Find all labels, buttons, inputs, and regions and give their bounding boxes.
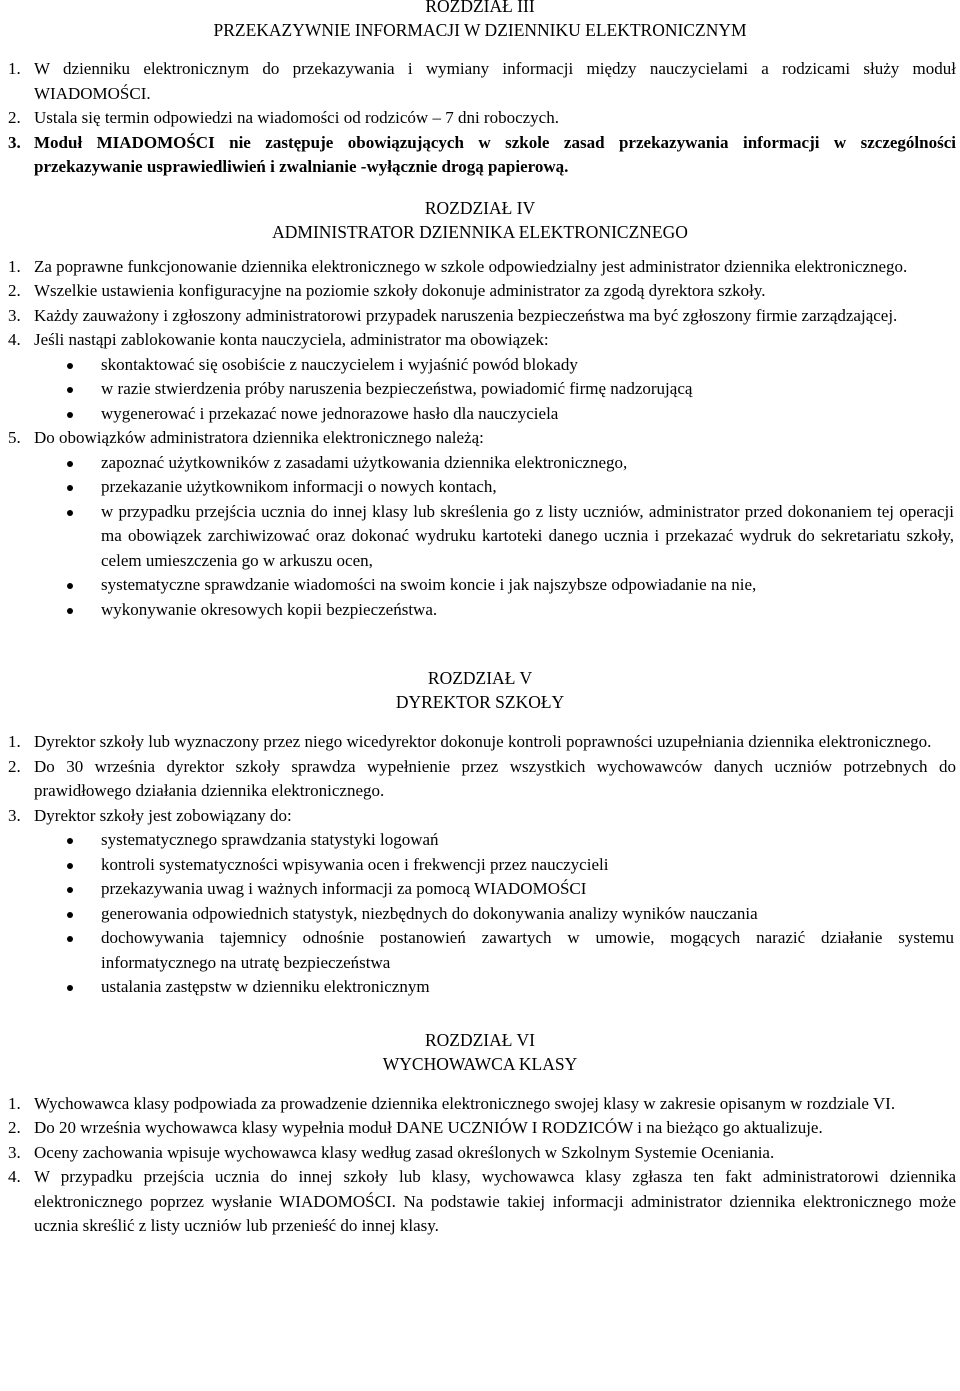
list-item (0, 500, 960, 574)
item-number: 3. (8, 805, 21, 825)
list-item (0, 902, 960, 927)
item-number: 1. (8, 1093, 21, 1113)
item-number: 5. (8, 428, 21, 447)
chapter-3-subtitle: PRZEKAZYWNIE INFORMACJI W DZIENNIKU ELEKTRONICZNYM (213, 20, 747, 40)
list-item (0, 377, 960, 402)
item-number: 2. (8, 108, 21, 127)
list-item (0, 475, 960, 500)
chapter-6-item-2 (0, 1116, 960, 1141)
list-item (0, 926, 960, 975)
item-number: 1. (8, 256, 21, 276)
item-text: Jeśli nastąpi zablokowanie konta nauczyciela, administrator ma obowiązek: (34, 330, 549, 349)
list-item-text: systematycznego sprawdzania statystyki logowań (101, 830, 439, 849)
chapter-4-item-2 (0, 279, 960, 304)
chapter-4-item-4 (0, 328, 960, 353)
chapter-4 (0, 196, 960, 623)
item-text: Dyrektor szkoły lub wyznaczony przez niego wicedyrektor dokonuje kontroli poprawności uzupełniania dziennika elektronicznego. (34, 732, 932, 751)
chapter-4-subtitle: ADMINISTRATOR DZIENNIKA ELEKTRONICZNEGO (272, 221, 688, 242)
list-item-text: ustalania zastępstw w dzienniku elektronicznym (101, 977, 430, 996)
bullet-icon (67, 461, 73, 467)
chapter-4-item-5 (0, 426, 960, 451)
list-item-text: przekazanie użytkownikom informacji o nowych kontach, (101, 477, 497, 496)
list-item-text: przekazywania uwag i ważnych informacji za pomocą WIADOMOŚCI (101, 879, 587, 898)
item-text: W przypadku przejścia ucznia do innej szkoły lub klasy, wychowawca klasy zgłasza ten fakt administratorowi dziennika elektronicznego poprzez wysłanie WIADOMOŚCI. Na podstawie takiej informacji administrator dziennika elektronicznego może ucznia skreślić z listy uczniów lub przenieść do innej klasy. (34, 1167, 956, 1235)
chapter-4-title: ROZDZIAŁ IV (424, 197, 536, 218)
chapter-3 (0, 0, 960, 180)
chapter-4-item-4-bullets (0, 353, 960, 427)
chapter-4-item-1 (0, 255, 960, 280)
bullet-icon (67, 583, 73, 589)
chapter-6-item-4 (0, 1165, 960, 1239)
bullet-icon (67, 608, 73, 614)
item-number: 2. (8, 281, 21, 300)
item-text: Każdy zauważony i zgłoszony administratorowi przypadek naruszenia bezpieczeństwa ma być zgłoszony firmie zarządzającej. (34, 305, 898, 325)
list-item-text: systematyczne sprawdzanie wiadomości na swoim koncie i jak najszybsze odpowiadanie na nie, (101, 575, 757, 594)
bullet-icon (67, 863, 73, 869)
item-text: Ustala się termin odpowiedzi na wiadomości od rodziców – 7 dni roboczych. (34, 108, 559, 127)
chapter-4-item-5-bullets (0, 451, 960, 623)
bullet-icon (67, 485, 73, 491)
chapter-6-item-3 (0, 1141, 960, 1166)
item-number: 4. (8, 330, 21, 349)
list-item-text: wykonywanie okresowych kopii bezpieczeństwa. (101, 599, 438, 619)
list-item-text: dochowywania tajemnicy odnośnie postanowień zawartych w umowie, mogących narazić działanie systemu informatycznego na utratę bezpieczeństwa (101, 928, 954, 972)
chapter-6-subtitle: WYCHOWAWCA KLASY (382, 1053, 578, 1074)
list-item-text: w razie stwierdzenia próby naruszenia bezpieczeństwa, powiadomić firmę nadzorującą (101, 379, 693, 398)
bullet-icon (67, 412, 73, 418)
item-text: Dyrektor szkoły jest zobowiązany do: (34, 805, 292, 825)
list-item (0, 451, 960, 476)
list-item (0, 877, 960, 902)
chapter-4-item-3 (0, 304, 960, 329)
chapter-6-item-1 (0, 1092, 960, 1117)
list-item (0, 853, 960, 878)
chapter-5 (0, 666, 960, 1000)
chapter-5-item-3 (0, 804, 960, 829)
item-number: 3. (8, 132, 21, 152)
bullet-icon (67, 985, 73, 991)
item-text: Do 20 września wychowawca klasy wypełnia moduł DANE UCZNIÓW I RODZICÓW i na bieżąco go aktualizuje. (34, 1118, 823, 1137)
item-text: Moduł MIADOMOŚCI nie zastępuje obowiązujących w szkole zasad przekazywania informacji w szczególności przekazywanie usprawiedliwień i zwalnianie -wyłącznie drogą papierową. (34, 132, 956, 176)
list-item (0, 598, 960, 623)
list-item (0, 975, 960, 1000)
bullet-icon (67, 387, 73, 393)
list-item (0, 573, 960, 598)
bullet-icon (67, 936, 73, 942)
list-item-text: w przypadku przejścia ucznia do innej klasy lub skreślenia go z listy uczniów, administrator przed dokonaniem tej operacji ma obowiązek zarchiwizować oraz dokonać wydruku kartoteki danego ucznia i przekazać wydruk do sekretariatu szkoły, celem umieszczenia go w arkuszu ocen, (101, 501, 954, 570)
item-number: 3. (8, 305, 21, 325)
item-number: 4. (8, 1167, 21, 1186)
chapter-5-subtitle: DYREKTOR SZKOŁY (395, 692, 565, 712)
list-item (0, 828, 960, 853)
list-item-text: generowania odpowiednich statystyk, niezbędnych do dokonywania analizy wyników nauczania (101, 903, 758, 923)
item-text: W dzienniku elektronicznym do przekazywania i wymiany informacji między nauczycielami a rodzicami służy moduł WIADOMOŚCI. (34, 59, 956, 103)
item-number: 1. (8, 732, 21, 751)
item-number: 3. (8, 1142, 21, 1162)
bullet-icon (67, 912, 73, 918)
list-item (0, 353, 960, 378)
chapter-6-title: ROZDZIAŁ VI (424, 1029, 535, 1050)
chapter-3-title: ROZDZIAŁ III (425, 0, 535, 16)
item-text: Do 30 września dyrektor szkoły sprawdza wypełnienie przez wszystkich wychowawców danych uczniów potrzebnych do prawidłowego działania dziennika elektronicznego. (34, 756, 956, 800)
bullet-icon (67, 838, 73, 844)
chapter-6 (0, 1028, 960, 1239)
list-item-text: wygenerować i przekazać nowe jednorazowe hasło dla nauczyciela (101, 403, 559, 423)
chapter-5-item-2 (0, 755, 960, 804)
list-item-text: zapoznać użytkowników z zasadami użytkowania dziennika elektronicznego, (101, 452, 628, 472)
bullet-icon (67, 887, 73, 893)
chapter-5-item-1 (0, 730, 960, 755)
item-number: 1. (8, 59, 21, 78)
item-text: Za poprawne funkcjonowanie dziennika elektronicznego w szkole odpowiedzialny jest administrator dziennika elektronicznego. (34, 256, 908, 276)
bullet-icon (67, 363, 73, 369)
item-text: Oceny zachowania wpisuje wychowawca klasy według zasad określonych w Szkolnym Systemie Oceniania. (34, 1142, 775, 1162)
chapter-3-item-2 (0, 106, 960, 131)
item-text: Wychowawca klasy podpowiada za prowadzenie dziennika elektronicznego swojej klasy w zakresie opisanym w rozdziale VI. (34, 1093, 896, 1113)
bullet-icon (67, 510, 73, 516)
chapter-3-item-1 (0, 57, 960, 106)
item-number: 2. (8, 1118, 21, 1137)
item-text: Do obowiązków administratora dziennika elektronicznego należą: (34, 428, 484, 447)
list-item (0, 402, 960, 427)
chapter-5-item-3-bullets (0, 828, 960, 1000)
chapter-5-title: ROZDZIAŁ V (427, 668, 533, 688)
item-text: Wszelkie ustawienia konfiguracyjne na poziomie szkoły dokonuje administrator za zgodą dyrektora szkoły. (34, 281, 766, 300)
chapter-3-item-3 (0, 131, 960, 180)
item-number: 2. (8, 756, 21, 776)
list-item-text: kontroli systematyczności wpisywania ocen i frekwencji przez nauczycieli (101, 854, 609, 874)
list-item-text: skontaktować się osobiście z nauczycielem i wyjaśnić powód blokady (101, 354, 578, 374)
